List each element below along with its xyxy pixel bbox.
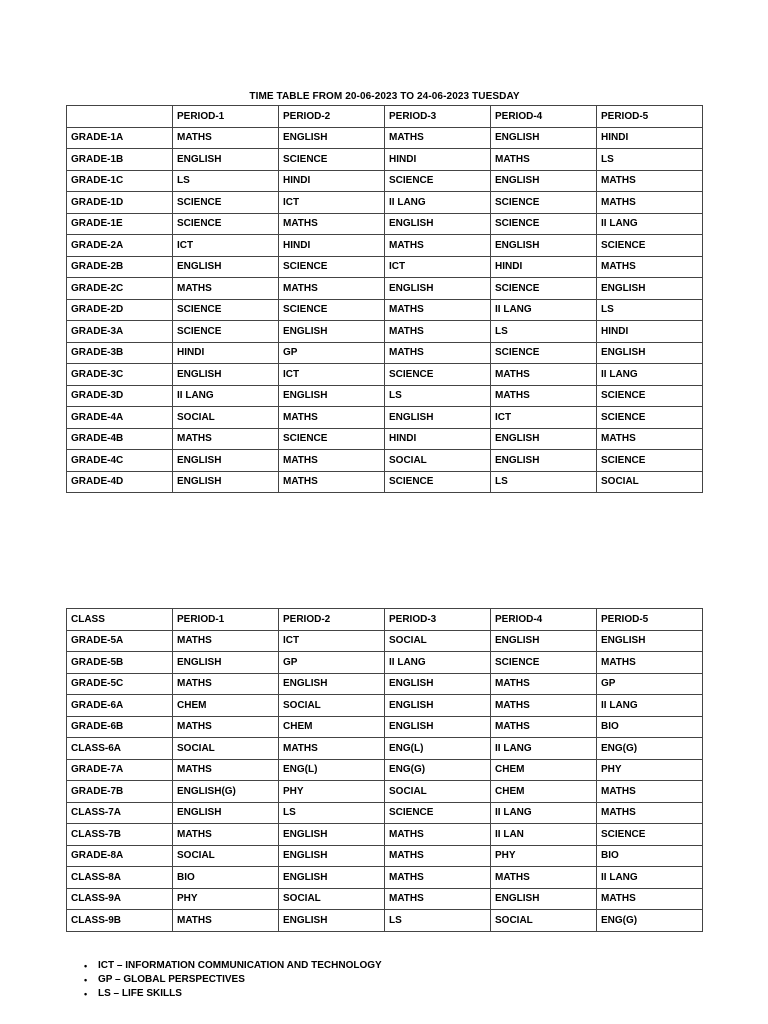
- subject-cell: MATHS: [173, 630, 279, 652]
- class-name-cell: CLASS-9B: [67, 910, 173, 932]
- subject-cell: MATHS: [491, 385, 597, 407]
- subject-cell: ICT: [173, 235, 279, 257]
- subject-cell: MATHS: [597, 888, 703, 910]
- column-header-cell: PERIOD-1: [173, 106, 279, 128]
- table-row: [67, 149, 703, 171]
- subject-cell: SOCIAL: [173, 845, 279, 867]
- subject-cell: ENGLISH: [491, 428, 597, 450]
- subject-cell: SCIENCE: [173, 213, 279, 235]
- subject-cell: II LANG: [385, 192, 491, 214]
- subject-cell: MATHS: [385, 127, 491, 149]
- subject-cell: MATHS: [173, 759, 279, 781]
- table-row: [67, 781, 703, 803]
- legend-item: [84, 959, 382, 973]
- class-name-cell: GRADE-4A: [67, 407, 173, 429]
- subject-cell: MATHS: [385, 888, 491, 910]
- table-row: [67, 910, 703, 932]
- subject-cell: CHEM: [279, 716, 385, 738]
- class-name-cell: GRADE-3B: [67, 342, 173, 364]
- subject-cell: ENG(G): [597, 910, 703, 932]
- subject-cell: GP: [597, 673, 703, 695]
- subject-cell: MATHS: [491, 695, 597, 717]
- table-row: [67, 342, 703, 364]
- subject-cell: MATHS: [597, 781, 703, 803]
- column-header-cell: PERIOD-1: [173, 609, 279, 631]
- subject-cell: BIO: [597, 845, 703, 867]
- subject-cell: LS: [597, 149, 703, 171]
- subject-cell: LS: [279, 802, 385, 824]
- subject-cell: ENGLISH: [385, 673, 491, 695]
- subject-cell: ICT: [279, 630, 385, 652]
- legend-text: GP – GLOBAL PERSPECTIVES: [98, 974, 245, 985]
- subject-cell: II LANG: [491, 802, 597, 824]
- timetable-body: [67, 609, 703, 932]
- subject-cell: ENGLISH: [279, 385, 385, 407]
- subject-cell: ENGLISH: [385, 716, 491, 738]
- subject-cell: MATHS: [597, 256, 703, 278]
- table-row: [67, 695, 703, 717]
- subject-cell: MATHS: [173, 910, 279, 932]
- table-row: [67, 630, 703, 652]
- subject-cell: ENGLISH: [173, 149, 279, 171]
- table-row: [67, 235, 703, 257]
- subject-cell: MATHS: [385, 845, 491, 867]
- subject-cell: ENGLISH: [173, 471, 279, 493]
- table-row: [67, 824, 703, 846]
- class-name-cell: GRADE-4C: [67, 450, 173, 472]
- table-row: [67, 450, 703, 472]
- subject-cell: MATHS: [279, 407, 385, 429]
- table-row: [67, 716, 703, 738]
- subject-cell: MATHS: [385, 299, 491, 321]
- class-name-cell: CLASS-9A: [67, 888, 173, 910]
- subject-cell: MATHS: [597, 652, 703, 674]
- subject-cell: LS: [491, 471, 597, 493]
- class-name-cell: GRADE-2B: [67, 256, 173, 278]
- table-row: [67, 471, 703, 493]
- subject-cell: ENGLISH: [491, 170, 597, 192]
- table-row: [67, 845, 703, 867]
- class-name-cell: GRADE-1E: [67, 213, 173, 235]
- subject-cell: PHY: [491, 845, 597, 867]
- subject-cell: MATHS: [385, 235, 491, 257]
- timetable-body: [67, 106, 703, 493]
- legend-text: ICT – INFORMATION COMMUNICATION AND TECHNOLOGY: [98, 960, 382, 971]
- subject-cell: HINDI: [279, 170, 385, 192]
- class-name-cell: GRADE-6B: [67, 716, 173, 738]
- column-header-cell: [67, 106, 173, 128]
- class-name-cell: CLASS-7B: [67, 824, 173, 846]
- class-name-cell: GRADE-3C: [67, 364, 173, 386]
- subject-cell: SCIENCE: [279, 428, 385, 450]
- subject-cell: SCIENCE: [279, 256, 385, 278]
- timetable-grades-5-9: [66, 608, 703, 932]
- table-row: [67, 385, 703, 407]
- subject-cell: SCIENCE: [385, 802, 491, 824]
- subject-cell: II LANG: [597, 213, 703, 235]
- subject-cell: SCIENCE: [491, 278, 597, 300]
- subject-cell: ICT: [491, 407, 597, 429]
- class-name-cell: GRADE-5C: [67, 673, 173, 695]
- legend-item: [84, 987, 382, 1001]
- table-row: [67, 364, 703, 386]
- subject-cell: ENG(L): [385, 738, 491, 760]
- subject-cell: LS: [173, 170, 279, 192]
- class-name-cell: CLASS-7A: [67, 802, 173, 824]
- subject-cell: ENGLISH: [491, 235, 597, 257]
- column-header-cell: PERIOD-5: [597, 609, 703, 631]
- table-row: [67, 278, 703, 300]
- subject-cell: LS: [385, 385, 491, 407]
- column-header-cell: PERIOD-2: [279, 106, 385, 128]
- subject-cell: MATHS: [597, 428, 703, 450]
- timetable-grades-1-4: [66, 105, 703, 493]
- subject-cell: SCIENCE: [279, 299, 385, 321]
- subject-cell: II LANG: [597, 364, 703, 386]
- class-name-cell: GRADE-7B: [67, 781, 173, 803]
- subject-cell: SCIENCE: [385, 471, 491, 493]
- subject-cell: SOCIAL: [385, 781, 491, 803]
- table-header-row: [67, 609, 703, 631]
- subject-cell: ENGLISH: [173, 450, 279, 472]
- class-name-cell: GRADE-5B: [67, 652, 173, 674]
- subject-cell: SOCIAL: [173, 407, 279, 429]
- class-name-cell: GRADE-6A: [67, 695, 173, 717]
- subject-cell: LS: [491, 321, 597, 343]
- subject-cell: MATHS: [279, 278, 385, 300]
- subject-cell: ENGLISH: [491, 127, 597, 149]
- subject-cell: MATHS: [597, 192, 703, 214]
- subject-cell: PHY: [597, 759, 703, 781]
- subject-cell: ENGLISH(G): [173, 781, 279, 803]
- subject-cell: ENG(L): [279, 759, 385, 781]
- subject-cell: HINDI: [597, 321, 703, 343]
- subject-cell: MATHS: [279, 471, 385, 493]
- table-row: [67, 256, 703, 278]
- subject-cell: SOCIAL: [173, 738, 279, 760]
- table-row: [67, 407, 703, 429]
- subject-cell: MATHS: [385, 867, 491, 889]
- subject-cell: GP: [279, 652, 385, 674]
- column-header-cell: PERIOD-4: [491, 609, 597, 631]
- subject-cell: MATHS: [173, 278, 279, 300]
- abbreviation-legend: [84, 959, 382, 1001]
- subject-cell: MATHS: [491, 867, 597, 889]
- subject-cell: BIO: [597, 716, 703, 738]
- subject-cell: SCIENCE: [491, 652, 597, 674]
- subject-cell: MATHS: [279, 450, 385, 472]
- subject-cell: ENGLISH: [279, 867, 385, 889]
- subject-cell: SCIENCE: [173, 192, 279, 214]
- class-name-cell: GRADE-3D: [67, 385, 173, 407]
- class-name-cell: GRADE-4D: [67, 471, 173, 493]
- subject-cell: GP: [279, 342, 385, 364]
- subject-cell: CHEM: [173, 695, 279, 717]
- table-row: [67, 170, 703, 192]
- table-row: [67, 299, 703, 321]
- bullet-icon: •: [84, 989, 88, 999]
- class-name-cell: GRADE-1C: [67, 170, 173, 192]
- column-header-cell: PERIOD-5: [597, 106, 703, 128]
- subject-cell: MATHS: [491, 149, 597, 171]
- subject-cell: II LANG: [173, 385, 279, 407]
- column-header-cell: PERIOD-3: [385, 106, 491, 128]
- subject-cell: MATHS: [279, 213, 385, 235]
- bullet-icon: •: [84, 975, 88, 985]
- column-header-cell: PERIOD-4: [491, 106, 597, 128]
- subject-cell: SCIENCE: [597, 235, 703, 257]
- subject-cell: ENGLISH: [385, 407, 491, 429]
- subject-cell: MATHS: [491, 364, 597, 386]
- subject-cell: SCIENCE: [385, 170, 491, 192]
- subject-cell: ENGLISH: [173, 256, 279, 278]
- subject-cell: II LANG: [597, 867, 703, 889]
- subject-cell: SCIENCE: [385, 364, 491, 386]
- subject-cell: ICT: [279, 364, 385, 386]
- column-header-cell: CLASS: [67, 609, 173, 631]
- subject-cell: SCIENCE: [597, 824, 703, 846]
- subject-cell: BIO: [173, 867, 279, 889]
- table-row: [67, 759, 703, 781]
- subject-cell: MATHS: [173, 127, 279, 149]
- subject-cell: LS: [597, 299, 703, 321]
- class-name-cell: GRADE-2D: [67, 299, 173, 321]
- table-row: [67, 888, 703, 910]
- subject-cell: HINDI: [173, 342, 279, 364]
- subject-cell: MATHS: [597, 170, 703, 192]
- class-name-cell: GRADE-7A: [67, 759, 173, 781]
- page-title: TIME TABLE FROM 20-06-2023 TO 24-06-2023 TUESDAY: [249, 91, 520, 102]
- column-header-cell: PERIOD-3: [385, 609, 491, 631]
- subject-cell: ICT: [279, 192, 385, 214]
- subject-cell: MATHS: [173, 824, 279, 846]
- subject-cell: MATHS: [385, 342, 491, 364]
- subject-cell: HINDI: [385, 428, 491, 450]
- class-name-cell: CLASS-8A: [67, 867, 173, 889]
- legend-text: LS – LIFE SKILLS: [98, 988, 182, 999]
- subject-cell: HINDI: [597, 127, 703, 149]
- table-row: [67, 428, 703, 450]
- class-name-cell: GRADE-4B: [67, 428, 173, 450]
- table-row: [67, 213, 703, 235]
- subject-cell: SCIENCE: [173, 299, 279, 321]
- table-header-row: [67, 106, 703, 128]
- subject-cell: MATHS: [279, 738, 385, 760]
- class-name-cell: GRADE-3A: [67, 321, 173, 343]
- subject-cell: HINDI: [279, 235, 385, 257]
- table-row: [67, 652, 703, 674]
- subject-cell: HINDI: [385, 149, 491, 171]
- subject-cell: SCIENCE: [491, 192, 597, 214]
- subject-cell: ENGLISH: [279, 845, 385, 867]
- subject-cell: ENGLISH: [279, 321, 385, 343]
- subject-cell: SOCIAL: [491, 910, 597, 932]
- table-row: [67, 802, 703, 824]
- table-row: [67, 127, 703, 149]
- subject-cell: ENGLISH: [491, 450, 597, 472]
- subject-cell: SCIENCE: [597, 450, 703, 472]
- subject-cell: LS: [385, 910, 491, 932]
- subject-cell: ENGLISH: [491, 630, 597, 652]
- table-row: [67, 192, 703, 214]
- class-name-cell: GRADE-8A: [67, 845, 173, 867]
- class-name-cell: GRADE-1D: [67, 192, 173, 214]
- subject-cell: ENGLISH: [279, 910, 385, 932]
- table-row: [67, 738, 703, 760]
- subject-cell: SCIENCE: [173, 321, 279, 343]
- subject-cell: SOCIAL: [279, 695, 385, 717]
- subject-cell: ENG(G): [597, 738, 703, 760]
- table-row: [67, 673, 703, 695]
- subject-cell: ENGLISH: [279, 127, 385, 149]
- class-name-cell: GRADE-5A: [67, 630, 173, 652]
- subject-cell: SCIENCE: [491, 213, 597, 235]
- subject-cell: ENGLISH: [597, 630, 703, 652]
- subject-cell: II LANG: [491, 738, 597, 760]
- subject-cell: ENGLISH: [385, 213, 491, 235]
- subject-cell: SCIENCE: [597, 407, 703, 429]
- class-name-cell: GRADE-1B: [67, 149, 173, 171]
- class-name-cell: GRADE-2A: [67, 235, 173, 257]
- class-name-cell: GRADE-2C: [67, 278, 173, 300]
- subject-cell: ICT: [385, 256, 491, 278]
- subject-cell: II LAN: [491, 824, 597, 846]
- subject-cell: MATHS: [385, 321, 491, 343]
- table-row: [67, 867, 703, 889]
- class-name-cell: GRADE-1A: [67, 127, 173, 149]
- subject-cell: SOCIAL: [385, 630, 491, 652]
- subject-cell: ENGLISH: [173, 802, 279, 824]
- subject-cell: MATHS: [491, 716, 597, 738]
- subject-cell: MATHS: [385, 824, 491, 846]
- subject-cell: SOCIAL: [597, 471, 703, 493]
- subject-cell: ENGLISH: [385, 695, 491, 717]
- subject-cell: II LANG: [597, 695, 703, 717]
- subject-cell: II LANG: [385, 652, 491, 674]
- subject-cell: SCIENCE: [491, 342, 597, 364]
- subject-cell: SCIENCE: [597, 385, 703, 407]
- subject-cell: MATHS: [173, 428, 279, 450]
- subject-cell: ENGLISH: [279, 824, 385, 846]
- table-row: [67, 321, 703, 343]
- subject-cell: HINDI: [491, 256, 597, 278]
- subject-cell: II LANG: [491, 299, 597, 321]
- subject-cell: ENGLISH: [173, 652, 279, 674]
- subject-cell: ENG(G): [385, 759, 491, 781]
- subject-cell: ENGLISH: [597, 342, 703, 364]
- legend-item: [84, 973, 382, 987]
- subject-cell: ENGLISH: [173, 364, 279, 386]
- subject-cell: MATHS: [173, 716, 279, 738]
- subject-cell: SCIENCE: [279, 149, 385, 171]
- subject-cell: MATHS: [173, 673, 279, 695]
- subject-cell: SOCIAL: [279, 888, 385, 910]
- subject-cell: MATHS: [597, 802, 703, 824]
- class-name-cell: CLASS-6A: [67, 738, 173, 760]
- subject-cell: ENGLISH: [597, 278, 703, 300]
- subject-cell: CHEM: [491, 759, 597, 781]
- subject-cell: ENGLISH: [385, 278, 491, 300]
- subject-cell: ENGLISH: [279, 673, 385, 695]
- subject-cell: PHY: [279, 781, 385, 803]
- column-header-cell: PERIOD-2: [279, 609, 385, 631]
- subject-cell: MATHS: [491, 673, 597, 695]
- subject-cell: PHY: [173, 888, 279, 910]
- bullet-icon: •: [84, 961, 88, 971]
- subject-cell: SOCIAL: [385, 450, 491, 472]
- subject-cell: CHEM: [491, 781, 597, 803]
- subject-cell: ENGLISH: [491, 888, 597, 910]
